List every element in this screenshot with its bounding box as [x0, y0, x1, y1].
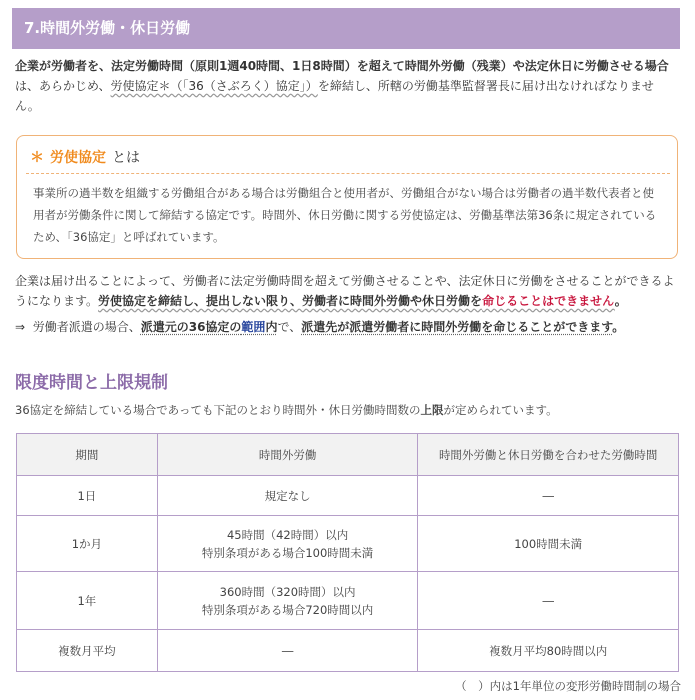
definition-term: 労使協定	[50, 150, 106, 166]
period-cell: 1か月	[17, 516, 158, 572]
table-header-row	[17, 434, 679, 476]
header-period: 期間	[17, 434, 158, 476]
limits-table	[16, 433, 679, 672]
definition-box	[16, 135, 678, 259]
combined-cell: ―	[418, 572, 679, 630]
overtime-cell	[157, 476, 418, 516]
arrow-icon: ⇒	[15, 320, 26, 334]
overtime-cell	[157, 516, 418, 572]
period-cell: 1日	[17, 476, 158, 516]
dispatch-emphasis: 範囲	[241, 320, 266, 334]
notice-end: 。	[614, 294, 627, 308]
section-desc-after: が定められています。	[443, 403, 558, 417]
header-combined: 時間外労働と休日労働を合わせた労働時間	[418, 434, 679, 476]
combined-cell: 複数月平均80時間以内	[418, 630, 679, 672]
notice-paragraph	[15, 271, 677, 311]
definition-suffix: とは	[112, 150, 140, 166]
definition-body: 事業所の過半数を組織する労働組合がある場合は労働組合と使用者が、労働組合がない場合は労働者の過半数代表者と使用者が労働条件に関して締結する協定です。時間外、休日労働に関する労使協定は、労働基準法第36条に規定されているため、「36協定」と呼ばれています。	[33, 186, 657, 244]
asterisk-icon: ＊	[30, 150, 44, 166]
notice-bold: 労使協定を締結し、提出しない限り、労働者に時間外労働や休日労働を	[98, 294, 483, 308]
section-description	[15, 401, 558, 419]
definition-divider	[26, 173, 670, 174]
intro-text-after: を締結し、所轄の労働基準監督署長に届け出なければなりません。	[15, 79, 654, 113]
table-row	[17, 630, 679, 672]
intro-bold: 企業が労働者を、法定労働時間（原則1週40時間、1日8時間）を超えて時間外労働（残業）や法定休日に労働させる場合	[15, 59, 669, 73]
section-title: 限度時間と上限規制	[15, 373, 168, 393]
dispatch-bold-3: 派遣先が派遣労働者に時間外労働を命じることができます	[301, 320, 613, 334]
overtime-line: ―	[281, 643, 294, 658]
combined-cell: ―	[418, 476, 679, 516]
notice-red: 命じることはできません	[482, 294, 615, 308]
overtime-cell	[157, 572, 418, 630]
table-footnote: （ ）内は1年単位の変形労働時間制の場合	[455, 679, 681, 693]
overtime-line: 45時間（42時間）以内	[226, 527, 349, 542]
dispatch-bold-2: 内	[265, 320, 278, 334]
dispatch-bold-1: 派遣元の36協定の	[140, 320, 242, 334]
dispatch-text-2: で、	[277, 320, 302, 334]
overtime-cell	[157, 630, 418, 672]
overtime-line: 規定なし	[264, 488, 311, 503]
intro-paragraph	[15, 56, 675, 116]
combined-cell: 100時間未満	[418, 516, 679, 572]
section-header	[12, 8, 680, 49]
intro-underlined-term: 労使協定＊（「36（さぶろく）協定」）	[110, 79, 318, 93]
dispatch-text-1: 労働者派遣の場合、	[32, 320, 141, 334]
table-row	[17, 476, 679, 516]
table-row	[17, 516, 679, 572]
definition-title	[30, 149, 140, 167]
section-header-title: 7.時間外労働・休日労働	[24, 19, 191, 37]
period-cell: 1年	[17, 572, 158, 630]
intro-text-before: は、あらかじめ、	[15, 79, 111, 93]
dispatch-end: 。	[612, 320, 625, 334]
overtime-line: 360時間（320時間）以内	[219, 584, 356, 599]
overtime-line: 特別条項がある場合720時間以内	[201, 602, 374, 617]
overtime-line: 特別条項がある場合100時間未満	[201, 545, 374, 560]
period-cell: 複数月平均	[17, 630, 158, 672]
section-desc-bold: 上限	[420, 403, 444, 417]
header-overtime: 時間外労働	[157, 434, 418, 476]
notice-text: 企業は届け出ることによって、労働者に法定労働時間を超えて労働させることや、法定休日に労働をさせることができるようになります。	[15, 274, 675, 308]
dispatch-paragraph	[15, 317, 677, 337]
table-row	[17, 572, 679, 630]
section-desc-before: 36協定を締結している場合であっても下記のとおり時間外・休日労働時間数の	[15, 403, 421, 417]
